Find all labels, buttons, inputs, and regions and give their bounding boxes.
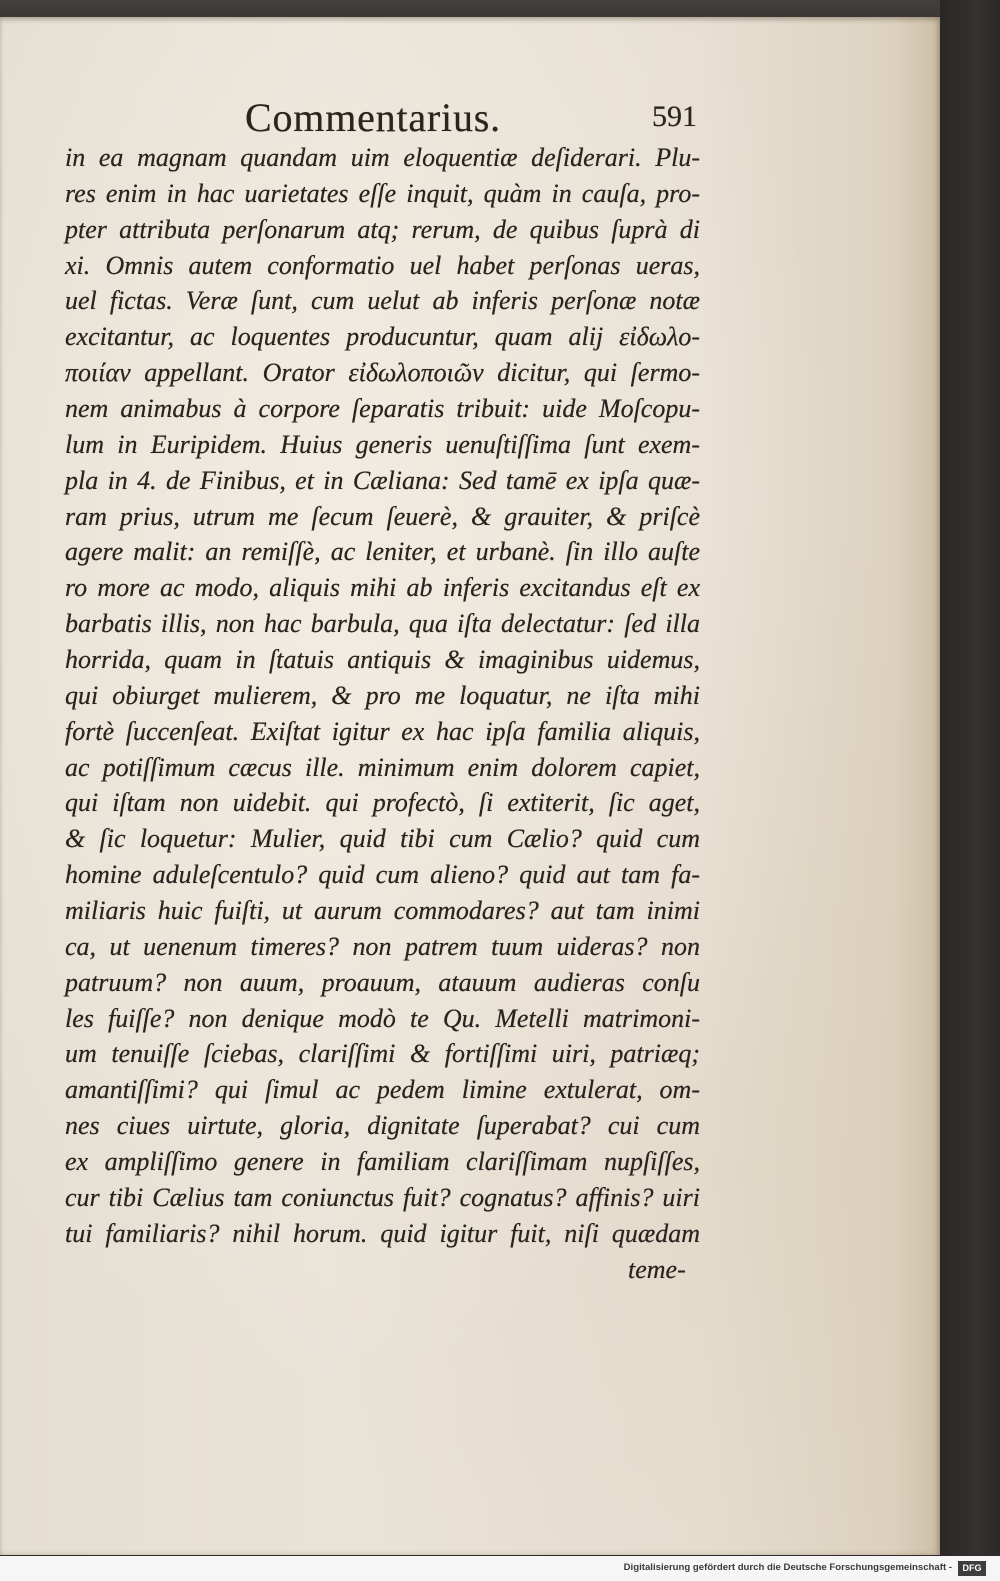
line-text: ποιίαν appellant. Orator εἰδωλοποιῶν dicitur, qui ſermo-: [65, 358, 700, 388]
line-text: ca, ut uenenum timeres? non patrem tuum uideras? non: [65, 931, 700, 961]
line-text: les fuiſſe? non denique modò te Qu. Metelli matrimoni-: [65, 1003, 700, 1033]
text-line: [65, 929, 700, 965]
line-text: nem animabus à corpore ſeparatis tribuit: uide Moſcopu-: [65, 394, 700, 424]
text-line: [65, 534, 700, 570]
line-text: res enim in hac uarietates eſſe inquit, quàm in cauſa, pro-: [65, 178, 700, 208]
line-text: horrida, quam in ſtatuis antiquis & imaginibus uidemus,: [65, 645, 700, 675]
text-line: [65, 642, 700, 678]
text-line: [65, 427, 700, 463]
line-text: agere malit: an remiſſè, ac leniter, et urbanè. ſin illo auſte: [65, 537, 700, 567]
text-line: [65, 606, 700, 642]
text-line: [65, 1036, 700, 1072]
line-text: ram prius, utrum me ſecum ſeuerè, & grauiter, & priſcè: [65, 501, 700, 531]
text-line: [65, 821, 700, 857]
text-line: [65, 714, 700, 750]
text-line: [65, 391, 700, 427]
text-line: [65, 140, 700, 176]
line-text: amantiſſimi? qui ſimul ac pedem limine extulerat, om-: [65, 1075, 700, 1105]
text-line: [65, 570, 700, 606]
text-line: [65, 1180, 700, 1216]
line-text: lum in Euripidem. Huius generis uenuſtiſſima ſunt exem-: [65, 429, 700, 459]
text-line: [65, 355, 700, 391]
line-text: cur tibi Cælius tam coniunctus fuit? cognatus? affinis? uiri: [65, 1182, 700, 1212]
text-line: [65, 499, 700, 535]
text-line: [65, 1216, 700, 1252]
text-line: [65, 1072, 700, 1108]
dfg-logo: DFG: [958, 1561, 986, 1576]
funding-credit: Digitalisierung gefördert durch die Deutsche Forschungsgemeinschaft -: [623, 1562, 952, 1573]
text-line: [65, 1108, 700, 1144]
line-text: qui obiurget mulierem, & pro me loquatur, ne iſta mihi: [65, 680, 700, 710]
text-line: [65, 212, 700, 248]
catchword: teme-: [628, 1255, 686, 1284]
line-text: qui iſtam non uidebit. qui profectò, ſi extiterit, ſic aget,: [65, 788, 700, 818]
text-line: [65, 319, 700, 355]
body-text: [65, 140, 700, 1252]
scanner-right-edge: [940, 0, 1000, 1556]
text-line: [65, 893, 700, 929]
line-text: miliaris huic fuiſti, ut aurum commodares? aut tam inimi: [65, 896, 700, 926]
text-line: [65, 965, 700, 1001]
book-page: [0, 17, 940, 1555]
text-line: [65, 750, 700, 786]
line-text: tui familiaris? nihil horum. quid igitur fuit, niſi quædam: [65, 1218, 700, 1248]
line-text: ro more ac modo, aliquis mihi ab inferis excitandus eſt ex: [65, 573, 700, 603]
text-line: [65, 283, 700, 319]
text-line: [65, 463, 700, 499]
running-head: Commentarius.: [245, 95, 501, 140]
line-text: homine aduleſcentulo? quid cum alieno? quid aut tam fa-: [65, 860, 700, 890]
line-text: xi. Omnis autem conformatio uel habet perſonas ueras,: [65, 250, 700, 280]
text-line: [65, 248, 700, 284]
text-line: [65, 678, 700, 714]
text-line: [65, 785, 700, 821]
text-line: [65, 1144, 700, 1180]
line-text: in ea magnam quandam uim eloquentiæ deſiderari. Plu-: [65, 143, 700, 172]
line-text: ac potiſſimum cæcus ille. minimum enim dolorem capiet,: [65, 752, 700, 782]
line-text: fortè ſuccenſeat. Exiſtat igitur ex hac ipſa familia aliquis,: [65, 716, 700, 746]
digitization-footer: [0, 1556, 1000, 1581]
line-text: & ſic loquetur: Mulier, quid tibi cum Cælio? quid cum: [65, 824, 700, 854]
text-line: [65, 176, 700, 212]
line-text: pla in 4. de Finibus, et in Cæliana: Sed tamē ex ipſa quæ-: [65, 465, 700, 495]
text-line: [65, 857, 700, 893]
line-text: nes ciues uirtute, gloria, dignitate ſuperabat? cui cum: [65, 1111, 700, 1141]
line-text: excitantur, ac loquentes producuntur, quam alij εἰδωλο-: [65, 322, 700, 352]
line-text: um tenuiſſe ſciebas, clariſſimi & fortiſſimi uiri, patriæq;: [65, 1039, 700, 1069]
line-text: ex ampliſſimo genere in familiam clariſſimam nupſiſſes,: [65, 1147, 700, 1177]
text-line: [65, 1001, 700, 1037]
line-text: uel fictas. Veræ ſunt, cum uelut ab inferis perſonæ notæ: [65, 286, 700, 316]
line-text: pter attributa perſonarum atq; rerum, de quibus ſuprà di: [65, 214, 700, 244]
line-text: patruum? non auum, proauum, atauum audieras conſu: [65, 967, 700, 997]
line-text: barbatis illis, non hac barbula, qua iſta delectatur: ſed illa: [65, 609, 700, 639]
page-number: 591: [652, 100, 697, 133]
